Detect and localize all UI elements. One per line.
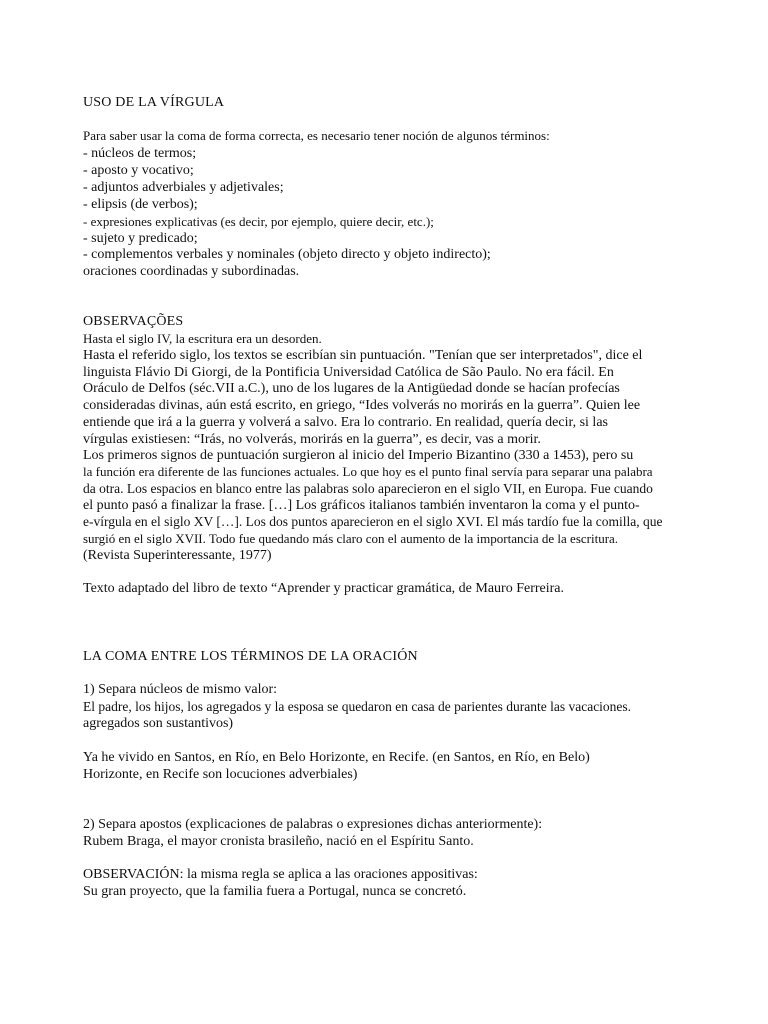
section-title-observacoes: OBSERVAÇÕES xyxy=(83,314,184,329)
list-item: - aposto y vocativo; xyxy=(83,163,194,178)
list-item: - complementos verbales y nominales (objeto directo y objeto indirecto); xyxy=(83,247,491,262)
section-title-la-coma: LA COMA ENTRE LOS TÉRMINOS DE LA ORACIÓN xyxy=(83,649,418,664)
citation: (Revista Superinteressante, 1977) xyxy=(83,548,272,563)
rule-heading: 2) Separa apostos (explicaciones de palabras o expresiones dichas anteriormente): xyxy=(83,817,543,832)
intro-paragraph: Para saber usar la coma de forma correcta, es necesario tener noción de algunos términos: xyxy=(83,128,550,143)
list-item: - elipsis (de verbos); xyxy=(83,197,198,212)
paragraph-line: Oráculo de Delfos (séc.VII a.C.), uno de los lugares de la Antigüedad donde se hacían profecías xyxy=(83,381,620,396)
observation-heading: OBSERVACIÓN: la misma regla se aplica a las oraciones appositivas: xyxy=(83,867,478,882)
paragraph-line: surgió en el siglo XVII. Todo fue quedando más claro con el aumento de la importancia de la escritura. xyxy=(83,531,619,546)
section-title-uso-de-la-virgula: USO DE LA VÍRGULA xyxy=(83,95,225,110)
example-line: Horizonte, en Recife son locuciones adverbiales) xyxy=(83,767,358,782)
paragraph-line: Hasta el siglo IV, la escritura era un desorden. xyxy=(83,331,322,346)
paragraph-line: entiende que irá a la guerra y volverá a salvo. Era lo contrario. En realidad, quería decir, si las xyxy=(83,415,608,430)
example-line: Rubem Braga, el mayor cronista brasileño, nació en el Espíritu Santo. xyxy=(83,834,474,849)
paragraph-line: linguista Flávio Di Giorgi, de la Pontificia Universidad Católica de São Paulo. No era fácil. En xyxy=(83,365,614,380)
paragraph-line: Hasta el referido siglo, los textos se escribían sin puntuación. "Tenían que ser interpretados", dice el xyxy=(83,348,643,363)
paragraph-line: Los primeros signos de puntuación surgieron al inicio del Imperio Bizantino (330 a 1453), pero su xyxy=(83,448,634,463)
list-item: - sujeto y predicado; xyxy=(83,231,198,246)
rule-heading: 1) Separa núcleos de mismo valor: xyxy=(83,682,278,697)
paragraph-line: la función era diferente de las funciones actuales. Lo que hoy es el punto final servía para separar una palabra xyxy=(83,464,653,479)
paragraph-line: vírgulas existiesen: “Irás, no volverás, morirás en la guerra”, es decir, vas a morir. xyxy=(83,432,541,447)
example-line: agregados son sustantivos) xyxy=(83,716,234,731)
paragraph-line: e-vírgula en el siglo XV […]. Los dos puntos aparecieron en el siglo XVI. El más tardío fue la comilla, que xyxy=(83,514,663,529)
paragraph-line: el punto pasó a finalizar la frase. […] Los gráficos italianos también inventaron la coma y el punto- xyxy=(83,498,640,513)
list-item: - núcleos de termos; xyxy=(83,146,197,161)
list-item: - expresiones explicativas (es decir, por ejemplo, quiere decir, etc.); xyxy=(83,214,434,229)
list-item: oraciones coordinadas y subordinadas. xyxy=(83,264,300,279)
paragraph-line: da otra. Los espacios en blanco entre las palabras solo aparecieron en el siglo VII, en Europa. Fue cuando xyxy=(83,481,653,496)
source-note: Texto adaptado del libro de texto “Aprender y practicar gramática, de Mauro Ferreira. xyxy=(83,581,565,596)
list-item: - adjuntos adverbiales y adjetivales; xyxy=(83,180,284,195)
example-line: Su gran proyecto, que la familia fuera a Portugal, nunca se concretó. xyxy=(83,884,467,899)
example-line: Ya he vivido en Santos, en Río, en Belo Horizonte, en Recife. (en Santos, en Río, en Belo) xyxy=(83,750,590,765)
paragraph-line: consideradas divinas, aún está escrito, en griego, “Ides volverás no morirás en la guerra”. Quien lee xyxy=(83,398,641,413)
example-line: El padre, los hijos, los agregados y la esposa se quedaron en casa de parientes durante las vacaciones. xyxy=(83,699,632,714)
